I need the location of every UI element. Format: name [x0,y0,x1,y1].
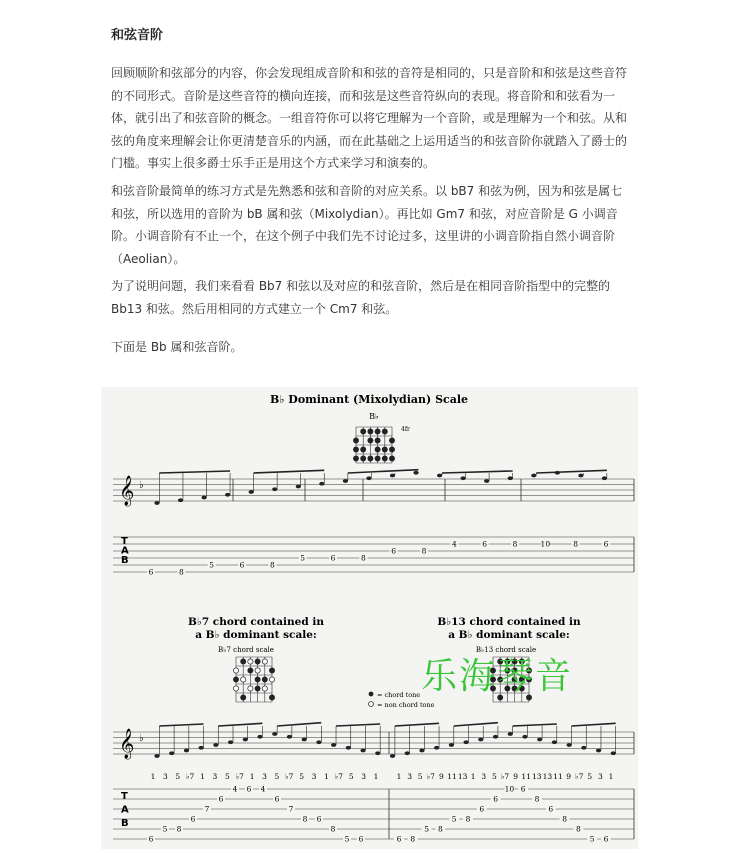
degree-label: 9 [439,772,444,781]
note-head [596,749,601,753]
tab-letter-B: B [121,818,129,829]
tab-fret-number: 5 [300,553,306,563]
note-head [287,735,292,739]
note-head [531,474,536,478]
note-head [202,496,207,500]
chord-tone-dot [255,677,260,682]
tab-fret-number: 10 [540,539,551,549]
note-head [437,474,442,478]
chord-tone-dot [361,456,366,461]
tab-fret-number: 6 [479,804,485,814]
chord-tone-dot [375,447,380,452]
note-head [434,746,439,750]
paragraph-2: 和弦音阶最简单的练习方式是先熟悉和弦和音阶的对应关系。以 bB7 和弦为例，因为和弦是属七和弦，所以选用的音阶为 bB 属和弦（Mixolydian）。再比如 Gm7 和弦，对应音阶是 G 小调音阶。小调音阶有不止一个，在这个例子中我们先不讨论过多，这里讲的小调音阶指自然小调音阶（Aeolian）。 [111,184,623,266]
degree-label: ♭7 [334,772,343,781]
note-head [484,479,489,483]
note-head [243,738,248,742]
non-chord-tone-dot [248,659,253,664]
note-head [184,749,189,753]
right-diagram-label: B♭13 chord scale [475,646,537,654]
paragraph-4: 下面是 Bb 属和弦音阶。 [111,340,243,354]
degree-label: ♭7 [575,772,584,781]
note-head [611,751,616,755]
beam [536,470,607,473]
right-heading-line1: B♭13 chord contained in [437,616,581,628]
tab-fret-number: 6 [396,834,402,844]
degree-label: 1 [396,772,402,781]
tab-fret-number: 4 [232,784,238,794]
fret-label: 4fr [401,426,410,433]
chord-tone-dot [361,447,366,452]
beam [348,470,419,473]
non-chord-tone-dot [248,686,253,691]
tab-fret-number: 7 [204,804,210,814]
non-chord-tone-dot [233,686,238,691]
tab-fret-number: 8 [465,814,471,824]
note-head [302,738,307,742]
degree-label: ♭7 [500,772,510,781]
paragraph-1: 回顾顺阶和弦部分的内容，你会发现组成音阶和和弦的音符是相同的，只是音阶和和弦是这些音符的不同形式。音阶是这些音符的横向连接，而和弦是这些音符纵向的表现。将音阶和和弦看为一体，就引出了和弦音阶的概念。一组音符你可以将它理解为一个音阶，或是理解为一个和弦。从和弦的角度来理解会让你更清楚音乐的内涵，而在此基础之上运用适当的和弦音阶你就踏入了爵士的门槛。事实上很多爵士乐手正是用这个方式来学习和演奏的。 [111,66,628,170]
tab-fret-number: 5 [589,834,595,844]
chord-tone-dot [382,456,387,461]
paragraph-3: 为了说明问题，我们来看看 Bb7 和弦以及对应的和弦音阶，然后是在相同音阶指型中的完整的 Bb13 和弦。然后用相同的方式建立一个 Cm7 和弦。 [111,279,611,316]
tab-fret-number: 6 [190,814,196,824]
legend-chord-tone: = chord tone [377,691,421,699]
degree-label: 5 [587,772,593,781]
right-heading-line2: a B♭ dominant scale: [448,629,570,641]
degree-label: 13 [532,772,542,781]
degree-label: 9 [513,772,518,781]
chord-tone-dot [241,695,246,700]
degree-label: ♭7 [426,772,435,781]
tab-fret-number: 4 [260,784,266,794]
beam [572,723,616,726]
degree-label: 1 [324,772,329,781]
note-head [360,749,365,753]
chord-tone-legend-dot [369,692,374,697]
degree-label: 1 [608,772,614,781]
note-head [602,476,607,480]
beam [513,724,557,726]
note-head [249,490,254,494]
degree-label: 3 [262,772,267,781]
note-head [390,754,395,758]
note-head [366,476,371,480]
degree-label: 3 [212,772,218,781]
degree-label: 3 [407,772,412,781]
chord-tone-dot [382,447,387,452]
chord-tone-dot [262,677,267,682]
note-head [213,743,218,747]
tab-fret-number: 5 [424,824,429,834]
note-head [178,498,183,502]
degree-label: 1 [200,772,205,781]
note-head [413,471,418,475]
tab-fret-number: 8 [176,824,182,834]
chord-tone-dot [389,438,394,443]
tab-fret-number: 8 [576,824,581,834]
scale-fret-diagram [353,427,394,463]
note-head [228,740,233,744]
note-head [405,751,410,755]
left-heading-line2: a B♭ dominant scale: [195,629,317,641]
degree-label: 13 [542,772,553,781]
tab-fret-number: 6 [358,834,364,844]
chord-tone-dot [382,429,387,434]
legend-non-chord-tone: = non chord tone [377,701,435,709]
note-head [296,485,301,489]
beam [454,723,498,726]
degree-label: ♭7 [235,772,244,781]
note-head [478,738,483,742]
beam [159,471,230,473]
tab-fret-number: 6 [548,804,554,814]
tab-fret-number: 6 [603,539,609,549]
non-chord-tone-legend-dot [369,702,374,707]
degree-label: 5 [299,772,305,781]
non-chord-tone-dot [269,677,274,682]
beam [395,723,439,726]
degree-label: 9 [566,772,571,781]
note-head [154,754,159,758]
chord-tone-dot [233,677,238,682]
key-flat: ♭ [139,479,144,491]
chord-tone-dot [269,695,274,700]
degree-label: 3 [162,772,168,781]
tab-fret-number: 6 [391,546,397,556]
tab-fret-number: 6 [520,784,526,794]
degree-label: ♭7 [285,772,294,781]
chord-tone-dot [241,659,246,664]
note-head [461,476,466,480]
note-head [508,476,513,480]
chord-tone-dot [389,456,394,461]
tab-letter-T: T [121,536,128,547]
note-head [581,746,586,750]
section-title: 和弦音阶 [111,28,164,43]
note-head [555,471,560,475]
non-chord-tone-dot [262,686,267,691]
degree-label: 3 [481,772,487,781]
degree-label: 5 [274,772,280,781]
chord-tone-dot [353,438,358,443]
scale-tab-staff [113,536,634,577]
tab-fret-number: 8 [573,539,579,549]
tab-letter-B: B [121,554,129,566]
tab-letter-A: A [121,804,129,816]
non-chord-tone-dot [241,677,246,682]
note-head [375,751,380,755]
note-head [319,482,324,486]
note-head [343,479,348,483]
degree-label: 5 [175,772,181,781]
note-head [225,493,230,497]
beam [254,470,325,473]
tab-fret-number: 10 [504,784,515,794]
chord-tone-dot [248,668,253,673]
degree-label: 5 [417,772,423,781]
tab-fret-number: 8 [512,539,518,549]
note-head [552,740,557,744]
beam [277,723,321,726]
note-head [463,740,468,744]
scale-title: B♭ Dominant (Mixolydian) Scale [269,393,469,406]
left-heading-line1: B♭7 chord contained in [188,616,324,628]
chord-tone-dot [353,447,358,452]
tab-fret-number: 8 [534,794,540,804]
scanned-music-figure [101,387,638,849]
watermark-text: 乐海琴音 [421,656,574,697]
degree-label: 13 [457,772,468,781]
tab-fret-number: 5 [451,814,457,824]
degree-label: 1 [373,772,379,781]
left-diagram-label: B♭7 chord scale [218,646,274,654]
degree-label: ♭7 [186,772,195,781]
degree-label: 11 [521,772,531,781]
note-head [199,746,204,750]
degree-label: 5 [224,772,230,781]
tab-fret-number: 8 [302,814,308,824]
degree-label: 11 [447,772,457,781]
degree-label: 1 [249,772,255,781]
note-head [449,743,454,747]
tab-fret-number: 8 [410,834,416,844]
treble-clef: 𝄞 [119,476,135,506]
tab-fret-number: 6 [246,784,252,794]
music-figure-svg [101,387,638,849]
chord-tone-dot [353,456,358,461]
scale-degree-row [151,772,614,781]
tab-fret-number: 6 [330,553,336,563]
tab-fret-number: 6 [316,814,322,824]
tab-fret-number: 8 [360,553,366,563]
chord-tone-dot [375,438,380,443]
note-head [508,732,513,736]
degree-label: 11 [553,772,563,781]
tab-letter-A: A [121,545,129,557]
tab-letter-T: T [121,791,128,802]
beam [218,723,262,726]
scale-staff [113,470,634,507]
non-chord-tone-dot [262,659,267,664]
note-head [346,746,351,750]
tab-fret-number: 6 [274,794,280,804]
note-head [154,501,159,505]
tab-fret-number: 8 [438,824,443,834]
treble-clef: 𝄞 [119,729,135,759]
chord-tone-dot [269,668,274,673]
note-head [390,474,395,478]
tab-fret-number: 8 [421,546,427,556]
chord-tone-dot [368,456,373,461]
degree-label: 1 [150,772,156,781]
chord-tone-dot [375,456,380,461]
note-head [257,735,262,739]
chord-tone-dot [255,659,260,664]
tab-fret-number: 6 [603,834,609,844]
degree-label: 5 [348,772,354,781]
non-chord-tone-dot [255,668,260,673]
tab-fret-number: 5 [344,834,350,844]
note-head [567,743,572,747]
degree-label: 3 [361,772,367,781]
chord-tone-dot [368,438,373,443]
tab-fret-number: 6 [148,834,154,844]
tab-fret-number: 7 [288,804,294,814]
tab-fret-number: 8 [562,814,567,824]
chord-tone-dot [368,429,373,434]
note-head [316,740,321,744]
chord-scales-staff [113,723,634,760]
tab-fret-number: 6 [148,567,154,577]
tab-fret-number: 6 [218,794,224,804]
tab-fret-number: 5 [209,560,215,570]
degree-label: 3 [311,772,317,781]
tab-fret-number: 8 [269,560,275,570]
note-head [169,751,174,755]
chord-tone-dot [361,429,366,434]
b7-fret-diagram [233,657,274,702]
chord-tone-dot [389,447,394,452]
note-head [493,735,498,739]
chord-scales-tab-staff [113,785,634,844]
note-head [537,738,542,742]
tab-fret-number: 8 [178,567,184,577]
tab-fret-number: 4 [451,539,457,549]
beam [442,471,513,473]
beam [336,724,380,726]
tab-fret-number: 8 [330,824,336,834]
tab-fret-number: 6 [493,794,498,804]
note-head [331,743,336,747]
key-flat: ♭ [139,732,144,744]
degree-label: 5 [492,772,497,781]
note-head [272,732,277,736]
tab-fret-number: 6 [482,539,488,549]
note-head [419,749,424,753]
degree-label: 3 [598,772,603,781]
note-head [272,487,277,491]
degree-label: 1 [470,772,476,781]
non-chord-tone-dot [233,668,238,673]
tab-fret-number: 6 [239,560,245,570]
tab-fret-number: 5 [162,824,168,834]
note-head [578,474,583,478]
beam [159,724,203,726]
chord-tone-dot [255,686,260,691]
chord-tone-dot [375,429,380,434]
note-head [522,735,527,739]
diagram-label: B♭ [369,412,379,421]
